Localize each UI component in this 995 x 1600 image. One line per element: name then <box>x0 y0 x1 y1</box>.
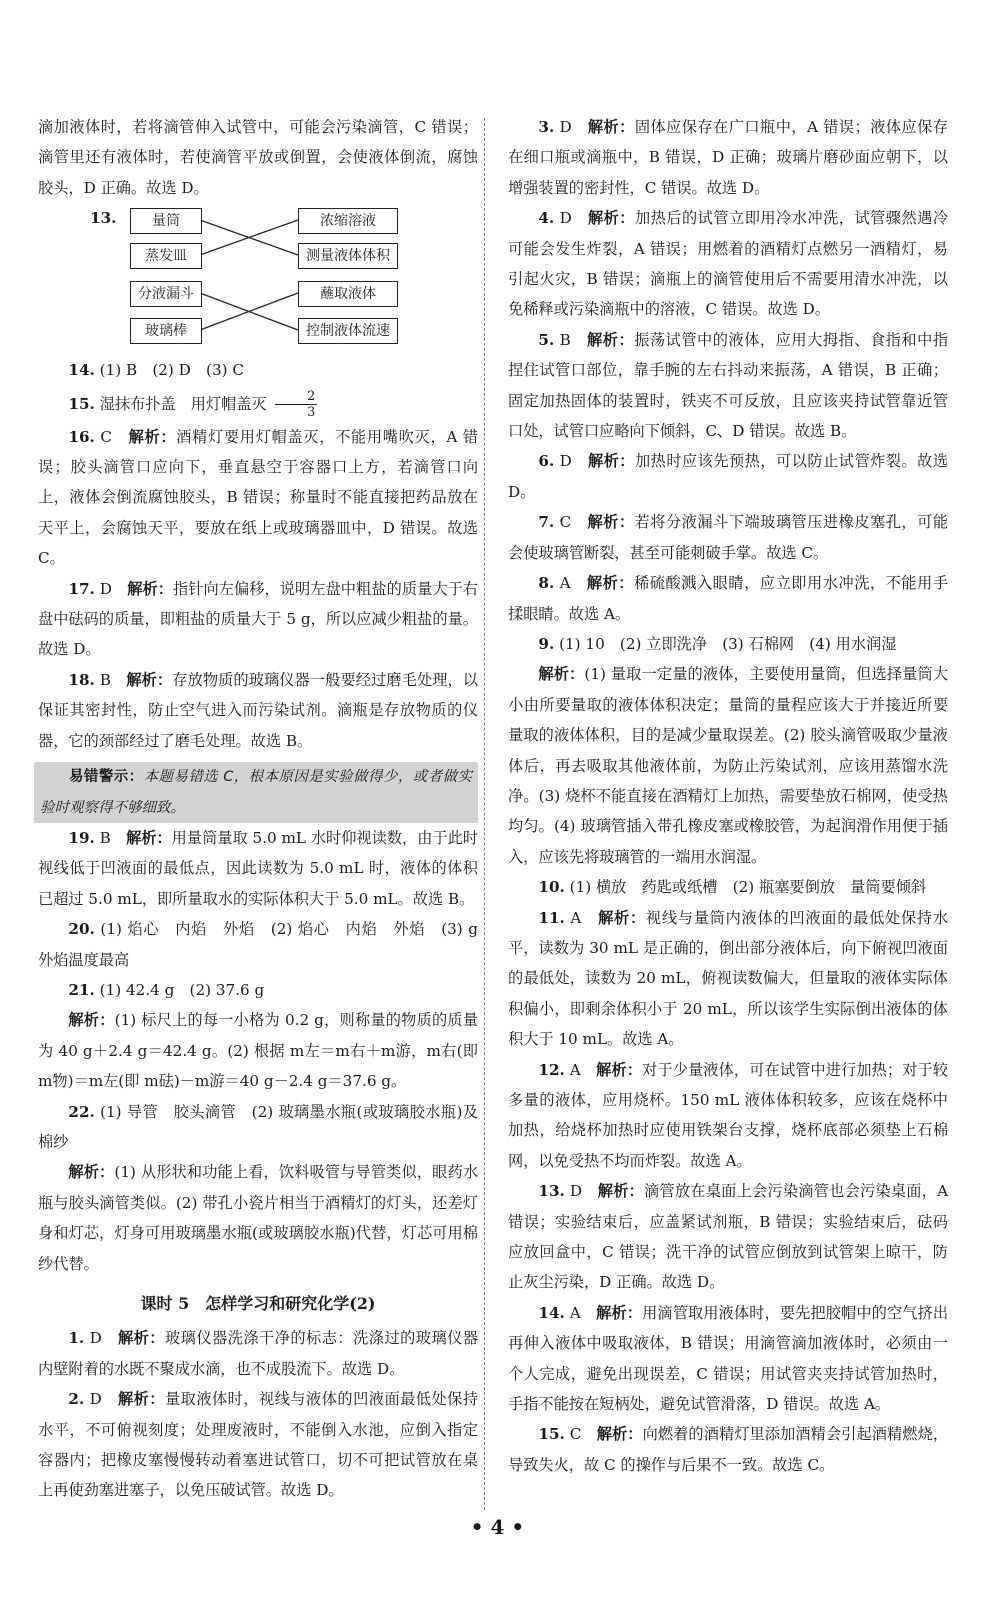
answer-item: 7. C 解析：若将分液漏斗下端玻璃管压进橡皮塞孔，可能会使玻璃管断裂，甚至可能刺破手掌。故选 C。 <box>508 513 949 562</box>
answer-item: 5. B 解析：振荡试管中的液体，应用大拇指、食指和中指捏住试管口部位，靠手腕的左右抖动来振荡，A 错误，B 正确；固定加热固体的装置时，铁夹不可反放，且应该夹持试管靠近管口处，试管口应略向下倾斜，C、D 错误。故选 B。 <box>508 330 949 441</box>
answer-item: 8. A 解析：稀硫酸溅入眼睛，应立即用水冲洗，不能用手揉眼睛。故选 A。 <box>508 574 949 623</box>
answer-item: 18. B 解析：存放物质的玻璃仪器一般要经过磨毛处理，以保证其密封性，防止空气进入而污染试剂。滴瓶是存放物质的仪器，它的颈部经过了磨毛处理。故选 B。 <box>38 670 479 750</box>
answer-item: 2. D 解析：量取液体时，视线与液体的凹液面最低处保持水平，不可俯视刻度；处理废液时，不能倒入水池，应倒入指定容器内；把橡皮塞慢慢转动着塞进试管口，切不可把试管放在桌上再使劲塞进塞子，以免压破试管。故选 D。 <box>38 1390 479 1500</box>
explanation: 解析：(1) 从形状和功能上看，饮料吸管与导管类似，眼药水瓶与胶头滴管类似。(2) 带孔小瓷片相当于酒精灯的灯头，还差灯身和灯芯，灯身可用玻璃墨水瓶(或玻璃胶水瓶)代替，灯芯可用棉纱代替。 <box>38 1163 479 1273</box>
matching-diagram-q13 <box>38 205 478 355</box>
question-number: 13. <box>90 209 117 228</box>
answer-item: 19. B 解析：用量筒量取 5.0 mL 水时仰视读数，由于此时视线低于凹液面的最低点，因此读数为 5.0 mL 时，液体的体积已超过 5.0 mL，即所量取水的实际体积大于 5.0 mL。故选 B。 <box>38 828 479 908</box>
answer-item: 16. C 解析：酒精灯要用灯帽盖灭，不能用嘴吹灭，A 错误；胶头滴管口应向下，垂直悬空于容器口上方，若滴管口向上，液体会倒流腐蚀胶头，B 错误；称量时不能直接把药品放在天平上，会腐蚀天平，要放在纸上或玻璃器皿中，D 错误。故选 C。 <box>38 427 479 568</box>
answer-item: 9. (1) 10 (2) 立即洗净 (3) 石棉网 (4) 用水润湿 <box>538 634 897 653</box>
answer-item: 15. C 解析：向燃着的酒精灯里添加酒精会引起酒精燃烧，导致失火，故 C 的操作与后果不一致。故选 C。 <box>508 1425 949 1474</box>
answer-item: 13. D 解析：滴管放在桌面上会污染滴管也会污染桌面，A 错误；实验结束后，应盖紧试剂瓶，B 错误；实验结束后，砝码应放回盒中，C 错误；洗干净的试管应倒放到试管架上晾干，防止灰尘污染，D 正确。故选 D。 <box>508 1182 949 1292</box>
answer-item: 12. A 解析：对于少量液体，可在试管中进行加热；对于较多量的液体，应用烧杯。150 mL 液体体积较多，应该在烧杯中加热，给烧杯加热时应使用铁架台支撑，烧杯底部必须垫上石棉网，以免受热不均而炸裂。故选 A。 <box>508 1060 949 1170</box>
error-warning-box: 易错警示：本题易错选 C，根本原因是实验做得少，或者做实验时观察得不够细致。 <box>34 762 478 823</box>
match-right-item: 测量液体体积 <box>298 243 398 269</box>
lesson-heading: 课时 5 怎样学习和研究化学(2) <box>140 1294 376 1313</box>
fraction: $\frac{2}{3}$ <box>275 389 318 420</box>
answer-item: 11. A 解析：视线与量筒内液体的凹液面的最低处保持水平，读数为 30 mL 是正确的，倒出部分液体后，向下俯视凹液面的最低处，读数为 20 mL，俯视读数偏大，但量取的液体实际体积偏小，即剩余体积小于 20 mL，所以该学生实际倒出液体的体积大于 10 mL。故选 A。 <box>508 908 949 1049</box>
left-column <box>38 112 494 1506</box>
match-left-item: 分液漏斗 <box>130 281 202 307</box>
page-number: • 4 • <box>470 1515 525 1539</box>
answer-item: 4. D 解析：加热后的试管立即用冷水冲洗，试管骤然遇冷可能会发生炸裂，A 错误；用燃着的酒精灯点燃另一酒精灯，易引起火灾，B 错误；滴瓶上的滴管使用后不需要用清水冲洗，以免稀释或污染滴瓶中的溶液，C 错误。故选 D。 <box>508 209 949 319</box>
answer-item: 6. D 解析：加热时应该先预热，可以防止试管炸裂。故选 D。 <box>508 452 949 501</box>
explanation: 解析：(1) 量取一定量的液体，主要使用量筒，但选择量筒大小由所要量取的液体体积决定；量筒的量程应该大于并接近所要量取的液体体积，目的是减少量取误差。(2) 胶头滴管吸取少量液体后，再去吸取其他液体前，为防止污染试剂，应该用蒸馏水洗净。(3) 烧杯不能直接在酒精灯上加热，需要垫放石棉网，使受热均匀。(4) 玻璃管插入带孔橡皮塞或橡胶管，为起润滑作用便于插入，应该先将玻璃管的一端用水润湿。 <box>508 665 949 866</box>
answer-item: 21. (1) 42.4 g (2) 37.6 g <box>68 980 265 999</box>
answer-item: 15. 湿抹布扑盖 用灯帽盖灭 $\frac{2}{3}$ <box>68 389 316 421</box>
answer-continuation: 滴加液体时，若将滴管伸入试管中，可能会污染滴管，C 错误；滴管里还有液体时，若使滴管平放或倒置，会使液体倒流，腐蚀胶头，D 正确。故选 D。 <box>38 118 478 197</box>
explanation: 解析：(1) 标尺上的每一小格为 0.2 g，则称量的物质的质量为 40 g＋2.4 g＝42.4 g。(2) 根据 m左＝m右＋m游，m右(即 m物)＝m左(即 m砝)－m游＝40 g－2.4 g＝37.6 g。 <box>38 1011 479 1091</box>
right-column <box>508 112 948 1480</box>
answer-item: 22. (1) 导管 胶头滴管 (2) 玻璃墨水瓶(或玻璃胶水瓶)及棉纱 <box>38 1102 478 1151</box>
answer-item: 14. (1) B (2) D (3) C <box>68 361 245 380</box>
answer-item: 1. D 解析：玻璃仪器洗涤干净的标志：洗涤过的玻璃仪器内壁附着的水既不聚成水滴，也不成股流下。故选 D。 <box>38 1329 479 1378</box>
answer-item: 17. D 解析：指针向左偏移，说明左盘中粗盐的质量大于右盘中砝码的质量，即粗盐的质量大于 5 g，所以应减少粗盐的量。故选 D。 <box>38 579 479 659</box>
match-left-item: 玻璃棒 <box>130 318 202 344</box>
answer-item: 20. (1) 焰心 内焰 外焰 (2) 焰心 内焰 外焰 (3) g 外焰温度最高 <box>38 920 494 969</box>
answer-item: 10. (1) 横放 药匙或纸槽 (2) 瓶塞要倒放 量筒要倾斜 <box>538 878 927 897</box>
matching-lines <box>38 205 478 355</box>
answer-item: 14. A 解析：用滴管取用液体时，要先把胶帽中的空气挤出再伸入液体中吸取液体，B 错误；用滴管滴加液体时，必须由一个人完成，避免出现误差，C 错误；用试管夹夹持试管加热时，手指不能按在短柄处，避免试管滑落，D 错误。故选 A。 <box>508 1303 949 1414</box>
match-right-item: 浓缩溶液 <box>298 208 398 234</box>
match-right-item: 蘸取液体 <box>298 281 398 307</box>
column-divider <box>484 118 485 1510</box>
match-left-item: 蒸发皿 <box>130 243 202 269</box>
match-left-item: 量筒 <box>130 208 202 234</box>
match-right-item: 控制液体流速 <box>298 318 398 344</box>
answer-item: 3. D 解析：固体应保存在广口瓶中，A 错误；液体应保存在细口瓶或滴瓶中，B 错误，D 正确；玻璃片磨砂面应朝下，以增强装置的密封性，C 错误。故选 D。 <box>508 118 949 197</box>
